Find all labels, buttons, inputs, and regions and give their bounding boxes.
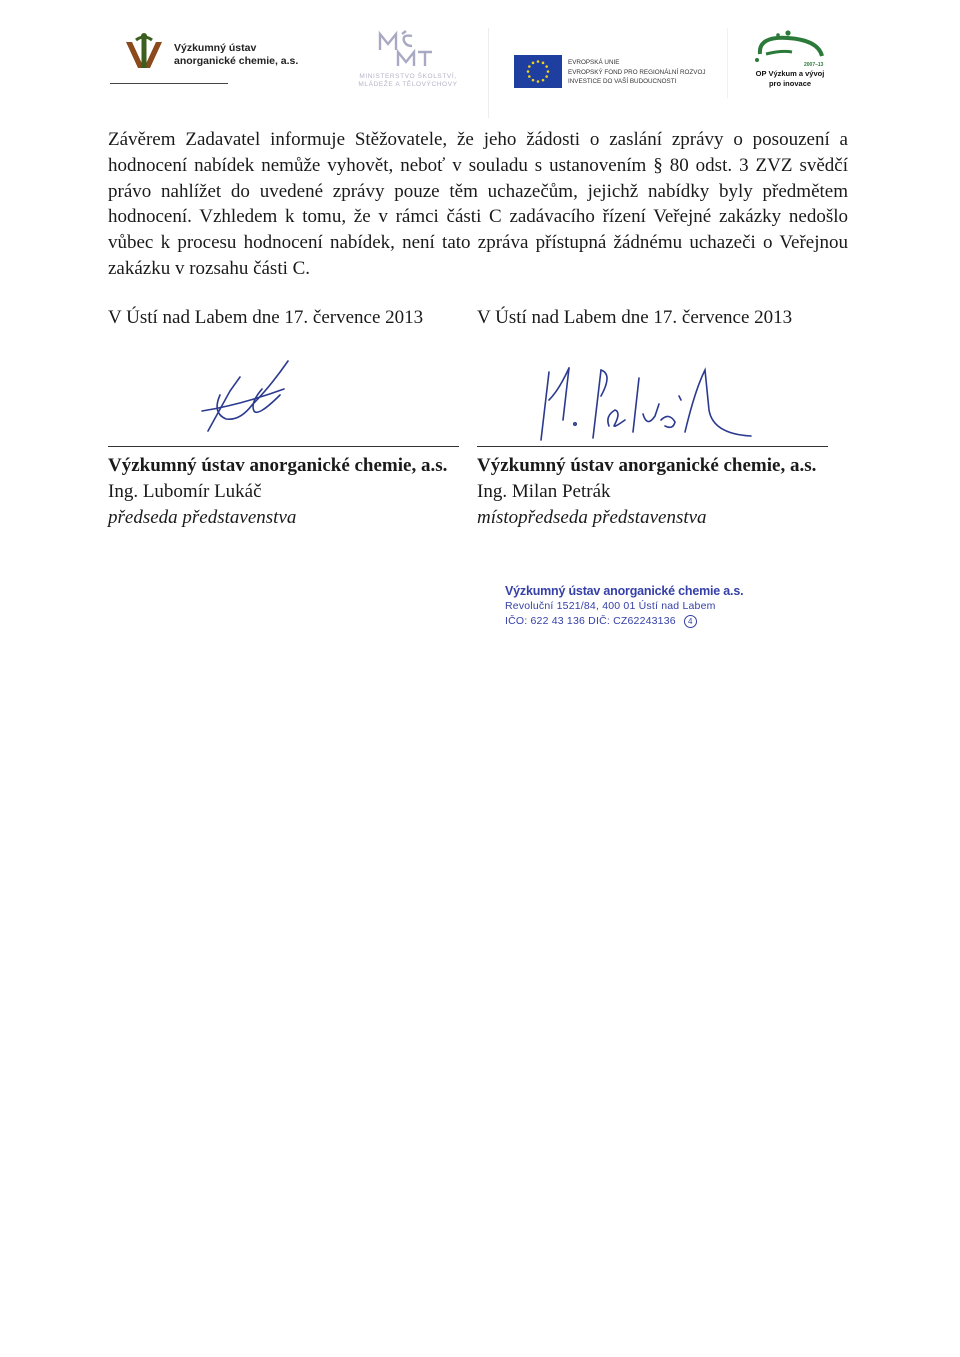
signatory-name: Ing. Lubomír Lukáč: [108, 481, 262, 502]
paragraph-line: hodnocení. Vzhledem k tomu, že v rámci části C zadávacího řízení Veřejné zakázky nedošlo: [108, 206, 848, 228]
eu-star: [532, 79, 535, 82]
eu-star: [527, 70, 530, 73]
eu-star: [542, 62, 545, 65]
stamp-company-name: Výzkumný ústav anorganické chemie a.s.: [505, 584, 744, 598]
closing-paragraph: [108, 127, 848, 282]
eu-logo-text: [568, 58, 738, 87]
paragraph-line: Závěrem Zadavatel informuje Stěžovatele, že jeho žádosti o zaslání zprávy o posouzení a: [108, 129, 848, 150]
eu-star: [547, 70, 550, 73]
signatory-right: [477, 453, 816, 531]
op-logo-line1: OP Výzkum a vývoj: [755, 69, 825, 78]
date-left: V Ústí nad Labem dne 17. července 2013: [108, 307, 424, 328]
eu-star: [532, 62, 535, 65]
eu-star: [528, 65, 531, 68]
msmt-logo-text: [348, 73, 468, 89]
eu-star: [545, 75, 548, 78]
signatory-organization: Výzkumný ústav anorganické chemie, a.s.: [477, 455, 817, 476]
eu-star: [528, 75, 531, 78]
signature-petrak: [535, 360, 765, 450]
paragraph-line: právo nahlížet do uvedené zprávy pouze těm uchazečům, jejichž nabídky byly předmětem: [108, 180, 848, 202]
stamp-address: Revoluční 1521/84, 400 01 Ústí nad Labem: [505, 600, 716, 612]
eu-logo-line3: INVESTICE DO VAŠÍ BUDOUCNOSTI: [568, 78, 677, 85]
eu-star: [537, 80, 540, 83]
op-logo-icon: [752, 30, 828, 70]
viuc-logo-icon: [124, 32, 164, 72]
eu-flag-icon: [514, 55, 562, 88]
stamp-ids: IČO: 622 43 136 DIČ: CZ62243136: [505, 615, 676, 627]
signatory-role: místopředseda představenstva: [477, 507, 707, 528]
signatory-role: předseda představenstva: [108, 507, 297, 528]
viuc-logo-line2: anorganické chemie, a.s.: [174, 55, 299, 67]
op-logo-line2: pro inovace: [768, 79, 812, 88]
eu-logo-line2: EVROPSKÝ FOND PRO REGIONÁLNÍ ROZVOJ: [568, 68, 706, 76]
signature-lukac: [200, 355, 300, 440]
stamp-registration: [505, 614, 745, 629]
viuc-logo-line1: Výzkumný ústav: [174, 42, 257, 54]
header-divider: [110, 83, 228, 84]
paragraph-line: zakázku v rozsahu části C.: [108, 257, 311, 279]
eu-logo-line1: EVROPSKÁ UNIE: [568, 59, 620, 66]
msmt-logo-line1: MINISTERSTVO ŠKOLSTVÍ,: [359, 73, 457, 80]
stamp-number: 4: [684, 615, 697, 628]
viuc-logo-text: [174, 42, 324, 68]
eu-star: [545, 65, 548, 68]
op-logo-text: [748, 69, 832, 89]
signatory-organization: Výzkumný ústav anorganické chemie, a.s.: [108, 455, 448, 476]
paragraph-line: vůbec k procesu hodnocení nabídek, není tato zpráva přístupná žádnému uchazeči o Veřejnou: [108, 232, 848, 254]
msmt-logo: [348, 30, 468, 92]
company-stamp: [505, 584, 745, 629]
eu-star: [537, 60, 540, 63]
op-logo-years: 2007–13: [804, 62, 824, 68]
signatory-name: Ing. Milan Petrák: [477, 481, 611, 502]
signatory-left: [108, 453, 447, 531]
signature-line-right: [477, 446, 828, 447]
msmt-logo-icon: [376, 30, 438, 70]
date-right: V Ústí nad Labem dne 17. července 2013: [477, 307, 793, 328]
paragraph-line: hodnocení nabídek nemůže vyhovět, neboť v souladu s ustanovením § 80 odst. 3 ZVZ svědčí: [108, 154, 848, 176]
msmt-logo-line2: MLÁDEŽE A TĚLOVÝCHOVY: [358, 81, 458, 88]
header-separator: [488, 28, 489, 118]
eu-star: [542, 79, 545, 82]
signature-line-left: [108, 446, 459, 447]
